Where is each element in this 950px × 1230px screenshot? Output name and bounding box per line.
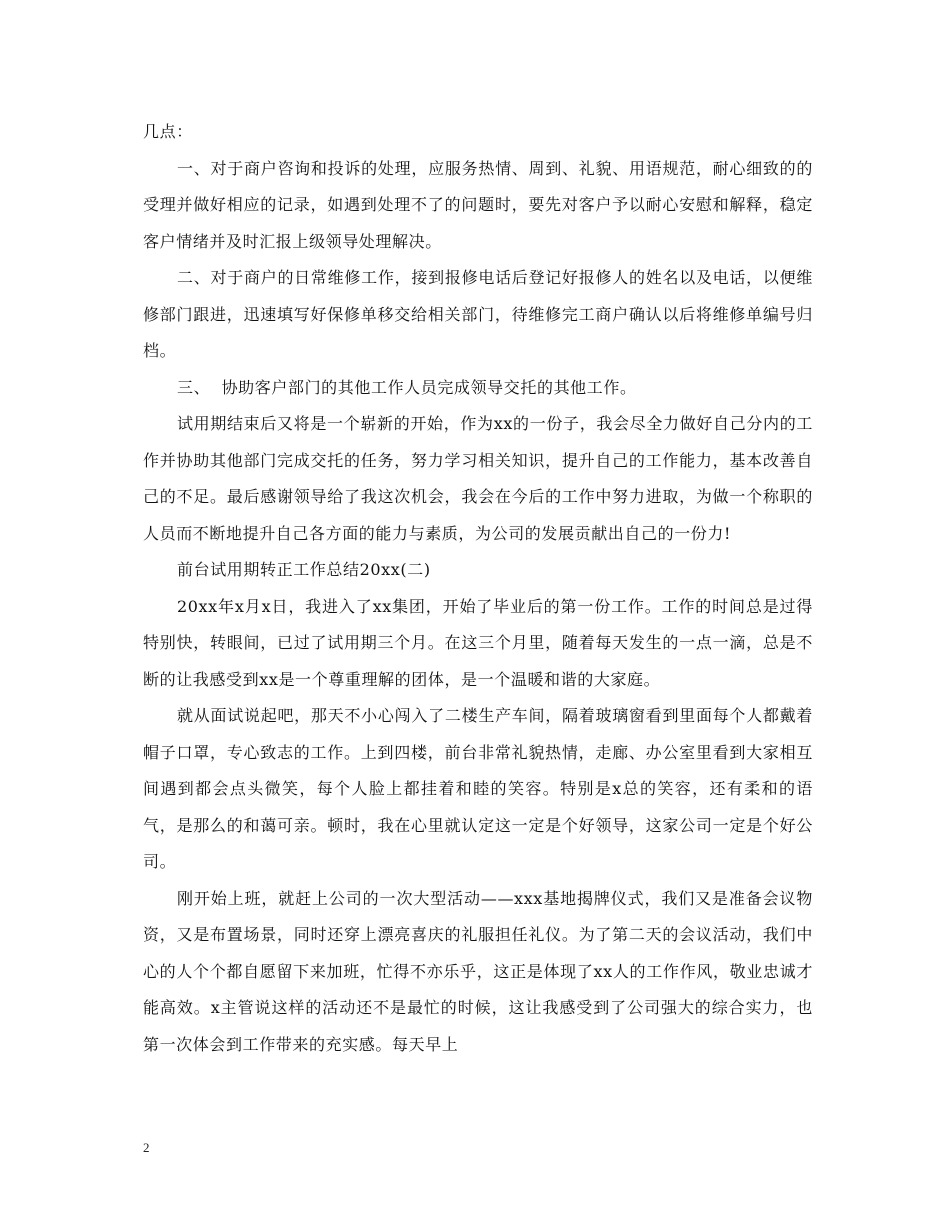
page-number: 2 [143, 1140, 150, 1155]
paragraph-4: 三、 协助客户部门的其他工作人员完成领导交托的其他工作。 [177, 377, 637, 397]
paragraph-1: 几点： [143, 122, 193, 141]
paragraph-5: 试用期结束后又将是一个崭新的开始，作为xx的一份子，我会尽全力做好自己分内的工作并协助其他部门完成交托的任务，努力学习相关知识，提升自己的工作能力，基本改善自己的不足。最后感谢领导给了我这次机会，我会在今后的工作中努力进取，为做一个称职的人员而不断地提升自己各方面的能力与素质，为公司的发展贡献出自己的一份力! [143, 414, 813, 543]
document-body [143, 114, 813, 1063]
paragraph-3: 二、对于商户的日常维修工作，接到报修电话后登记好报修人的姓名以及电话，以便维修部门跟进，迅速填写好保修单移交给相关部门，待维修完工商户确认以后将维修单编号归档。 [143, 268, 813, 360]
paragraph-9: 刚开始上班，就赶上公司的一次大型活动——xxx基地揭牌仪式，我们又是准备会议物资，又是布置场景，同时还穿上漂亮喜庆的礼服担任礼仪。为了第二天的会议活动，我们中心的人个个都自愿留下来加班，忙得不亦乐乎，这正是体现了xx人的工作作风，敬业忠诚才能高效。x主管说这样的活动还不是最忙的时候，这让我感受到了公司强大的综合实力，也第一次体会到工作带来的充实感。每天早上 [143, 888, 813, 1054]
paragraph-8: 就从面试说起吧，那天不小心闯入了二楼生产车间，隔着玻璃窗看到里面每个人都戴着帽子口罩，专心致志的工作。上到四楼，前台非常礼貌热情，走廊、办公室里看到大家相互间遇到都会点头微笑，每个人脸上都挂着和睦的笑容。特别是x总的笑容，还有柔和的语气，是那么的和蔼可亲。顿时，我在心里就认定这一定是个好领导，这家公司一定是个好公司。 [143, 706, 813, 871]
paragraph-7: 20xx年x月x日，我进入了xx集团，开始了毕业后的第一份工作。工作的时间总是过得特别快，转眼间，已过了试用期三个月。在这三个月里，随着每天发生的一点一滴，总是不断的让我感受到xx是一个尊重理解的团体，是一个温暖和谐的大家庭。 [143, 596, 813, 689]
paragraph-2: 一、对于商户咨询和投诉的处理，应服务热情、周到、礼貌、用语规范，耐心细致的的受理并做好相应的记录，如遇到处理不了的问题时，要先对客户予以耐心安慰和解释，稳定客户情绪并及时汇报上级领导处理解决。 [143, 158, 813, 251]
section-heading: 前台试用期转正工作总结20xx(二) [177, 560, 431, 579]
